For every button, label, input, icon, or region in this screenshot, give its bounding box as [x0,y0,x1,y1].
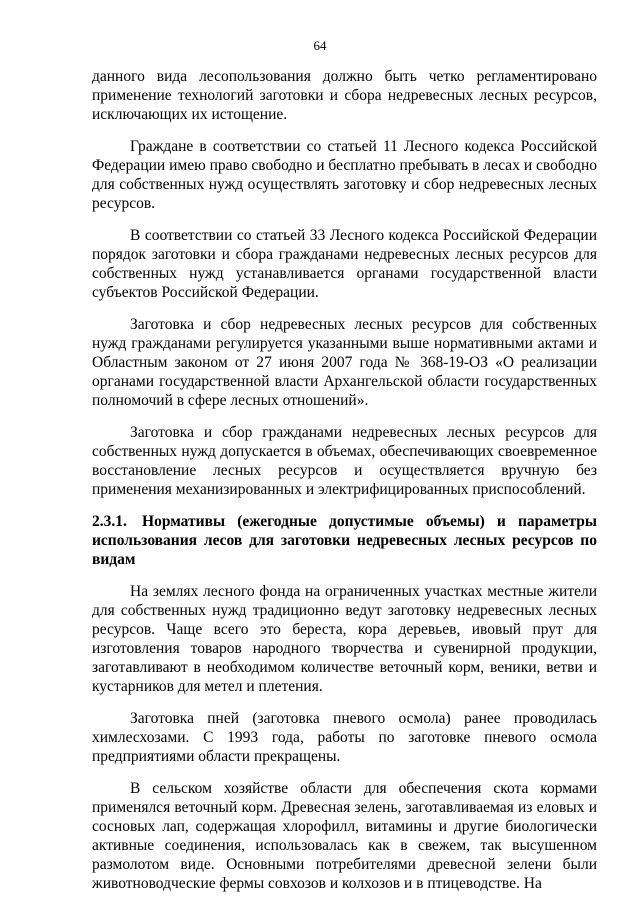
paragraph: На землях лесного фонда на ограниченных участках местные жители для собственных нужд традиционно ведут заготовку недревесных лесных ресурсов. Чаще всего это береста, кора деревьев, ивовый прут для изготовления товаров народного творчества и сувенирной продукции, заготавливают в необходимом количестве веточный корм, веники, ветви и кустарников для метел и плетения. [92,583,597,695]
page-number: 64 [313,38,327,53]
section-number: 2.3.1. [92,513,127,530]
paragraph: Заготовка и сбор недревесных лесных ресурсов для собственных нужд гражданами регулируется указанными выше нормативными актами и Областным законом от 27 июня 2007 года № 368-19-ОЗ «О реализации органами государственной власти Архангельской области государственных полномочий в сфере лесных отношений». [92,316,597,409]
paragraph: В сельском хозяйстве области для обеспечения скота кормами применялся веточный корм. Древесная зелень, заготавливаемая из еловых и сосновых лап, содержащая хлорофилл, витамины и другие биологически активные соединения, использовалась как в свежем, так высушенном размолотом виде. Основными потребителями древесной зелени были животноводческие фермы совхозов и колхозов и в птицеводстве. На [92,780,597,892]
paragraph: Граждане в соответствии со статьей 11 Лесного кодекса Российской Федерации имею право свободно и бесплатно пребывать в лесах и свободно для собственных нужд осуществлять заготовку и сбор недревесных лесных ресурсов. [92,138,597,212]
page-body [92,67,597,906]
paragraph: В соответствии со статьей 33 Лесного кодекса Российской Федерации порядок заготовки и сбора гражданами недревесных лесных ресурсов для собственных нужд устанавливается органами государственной власти субъектов Российской Федерации. [92,227,597,301]
section-heading [92,512,597,569]
paragraph: Заготовка и сбор гражданами недревесных лесных ресурсов для собственных нужд допускается в объемах, обеспечивающих своевременное восстановление лесных ресурсов и осуществляется вручную без применения механизированных и электрифицированных приспособлений. [92,424,597,498]
paragraph: Заготовка пней (заготовка пневого осмола) ранее проводилась химлесхозами. С 1993 года, работы по заготовке пневого осмола предприятиями области прекращены. [92,710,597,765]
section-title: Нормативы (ежегодные допустимые объемы) и параметры использования лесов для заготовки недревесных лесных ресурсов по видам [92,513,598,568]
paragraph: данного вида лесопользования должно быть четко регламентировано применение технологий заготовки и сбора недревесных лесных ресурсов, исключающих их истощение. [92,68,597,123]
